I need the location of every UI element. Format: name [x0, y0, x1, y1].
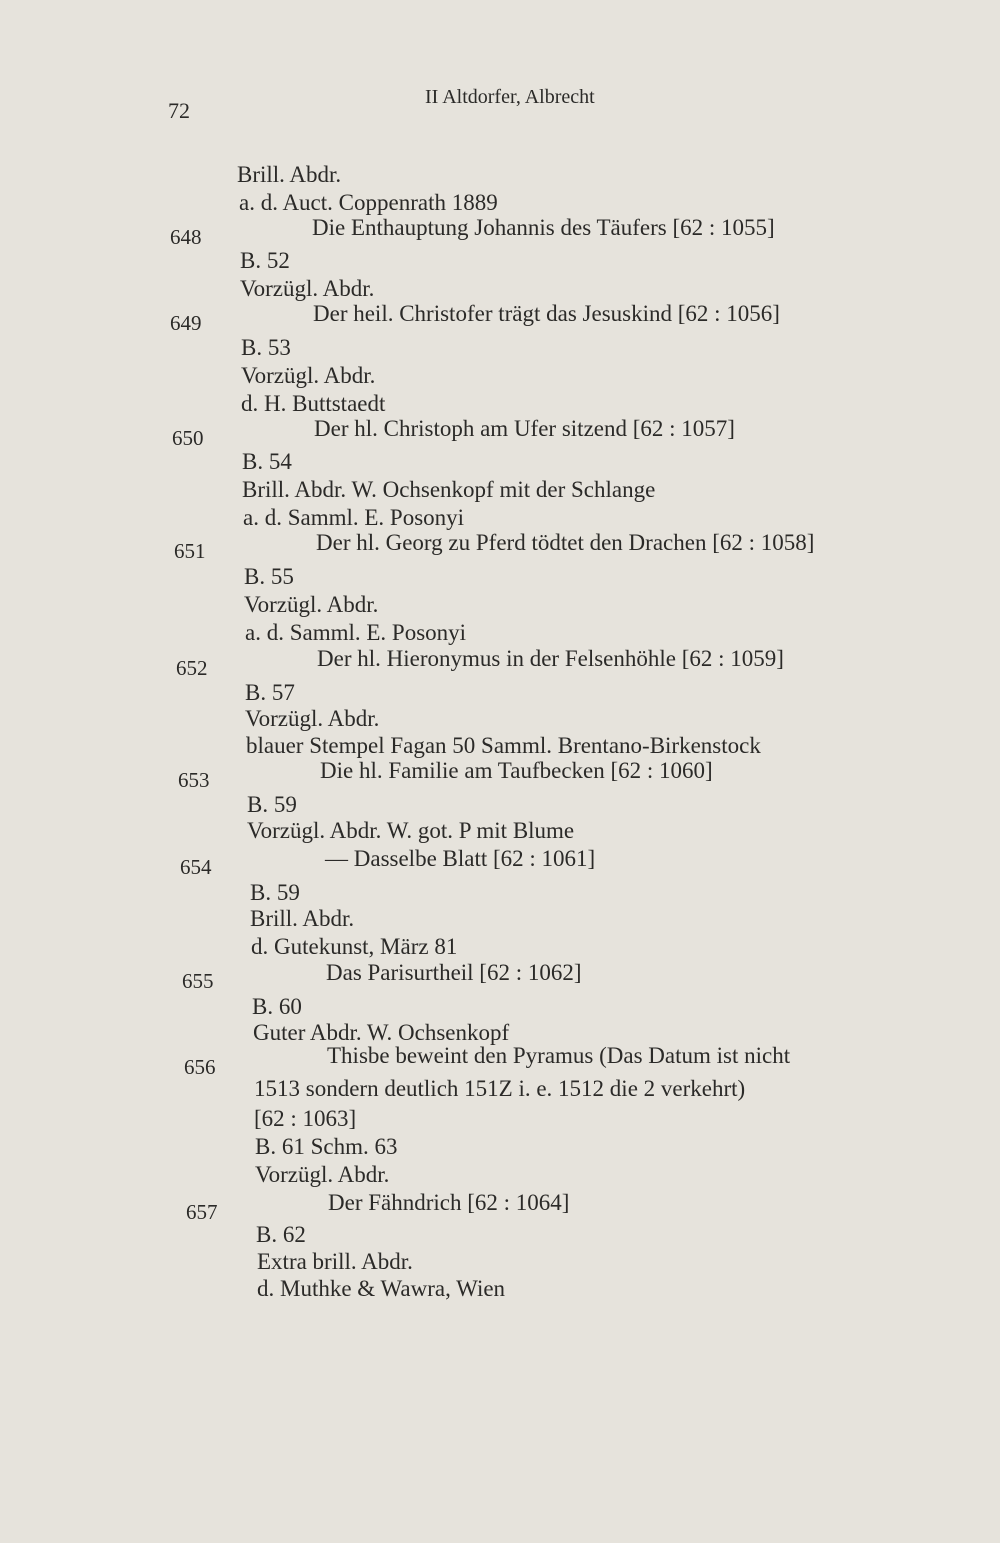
entry-number: 652 — [176, 656, 208, 680]
entry-number: 651 — [174, 539, 206, 563]
entry-number: 656 — [184, 1055, 216, 1079]
text-line: B. 52 — [240, 248, 290, 273]
text-line: a. d. Auct. Coppenrath 1889 — [239, 190, 498, 215]
entry-number: 648 — [170, 225, 202, 249]
text-line: Vorzügl. Abdr. — [255, 1162, 390, 1187]
text-line: Vorzügl. Abdr. — [241, 363, 376, 388]
page-number: 72 — [168, 98, 190, 123]
text-line: Brill. Abdr. — [237, 162, 342, 187]
text-line: Extra brill. Abdr. — [257, 1249, 413, 1274]
entry-title: Der heil. Christofer trägt das Jesuskind [62 : 1056] — [313, 301, 780, 326]
running-title: II Altdorfer, Albrecht — [425, 86, 595, 108]
entry-number: 655 — [182, 969, 214, 993]
text-line: 1513 sondern deutlich 151Z i. e. 1512 die 2 verkehrt) — [254, 1076, 746, 1101]
text-line: d. H. Buttstaedt — [241, 391, 386, 416]
entry-title: — Dasselbe Blatt [62 : 1061] — [325, 846, 596, 871]
text-line: a. d. Samml. E. Posonyi — [245, 620, 467, 645]
entry-title: Der Fähndrich [62 : 1064] — [328, 1190, 570, 1215]
entry-title: Der hl. Christoph am Ufer sitzend [62 : 1057] — [314, 416, 735, 441]
text-line: Vorzügl. Abdr. W. got. P mit Blume — [247, 818, 575, 843]
entry-number: 654 — [180, 855, 212, 879]
text-line: Vorzügl. Abdr. — [244, 592, 379, 617]
entry-title: Der hl. Georg zu Pferd tödtet den Drachen [62 : 1058] — [316, 530, 815, 555]
entry-number: 650 — [172, 426, 204, 450]
text-line: Brill. Abdr. — [250, 906, 355, 931]
text-line: B. 53 — [241, 335, 291, 360]
text-line: B. 54 — [242, 449, 292, 474]
entry-number: 657 — [186, 1200, 218, 1224]
entry-title: Die Enthauptung Johannis des Täufers [62 : 1055] — [312, 215, 775, 240]
text-line: B. 55 — [244, 564, 294, 589]
text-line: a. d. Samml. E. Posonyi — [243, 505, 465, 530]
text-line: B. 61 Schm. 63 — [255, 1134, 398, 1159]
text-line: B. 59 — [250, 880, 300, 905]
entry-number: 653 — [178, 768, 210, 792]
text-line: B. 62 — [256, 1222, 306, 1247]
entry-title: Der hl. Hieronymus in der Felsenhöhle [62 : 1059] — [317, 646, 784, 671]
text-line: d. Muthke & Wawra, Wien — [257, 1276, 506, 1301]
text-line: B. 57 — [245, 680, 295, 705]
text-line: Brill. Abdr. W. Ochsenkopf mit der Schlange — [242, 477, 656, 502]
text-line: d. Gutekunst, März 81 — [251, 934, 458, 959]
entry-title: Das Parisurtheil [62 : 1062] — [326, 960, 582, 985]
text-line: blauer Stempel Fagan 50 Samml. Brentano-Birkenstock — [246, 733, 761, 758]
entry-number: 649 — [170, 311, 202, 335]
text-line: B. 60 — [252, 994, 302, 1019]
entry-title: Thisbe beweint den Pyramus (Das Datum ist nicht — [327, 1043, 791, 1068]
text-line: Vorzügl. Abdr. — [245, 706, 380, 731]
text-line: Guter Abdr. W. Ochsenkopf — [253, 1020, 510, 1045]
entry-title: Die hl. Familie am Taufbecken [62 : 1060] — [320, 758, 713, 783]
text-line: Vorzügl. Abdr. — [240, 276, 375, 301]
text-line: [62 : 1063] — [254, 1106, 357, 1131]
text-line: B. 59 — [247, 792, 297, 817]
